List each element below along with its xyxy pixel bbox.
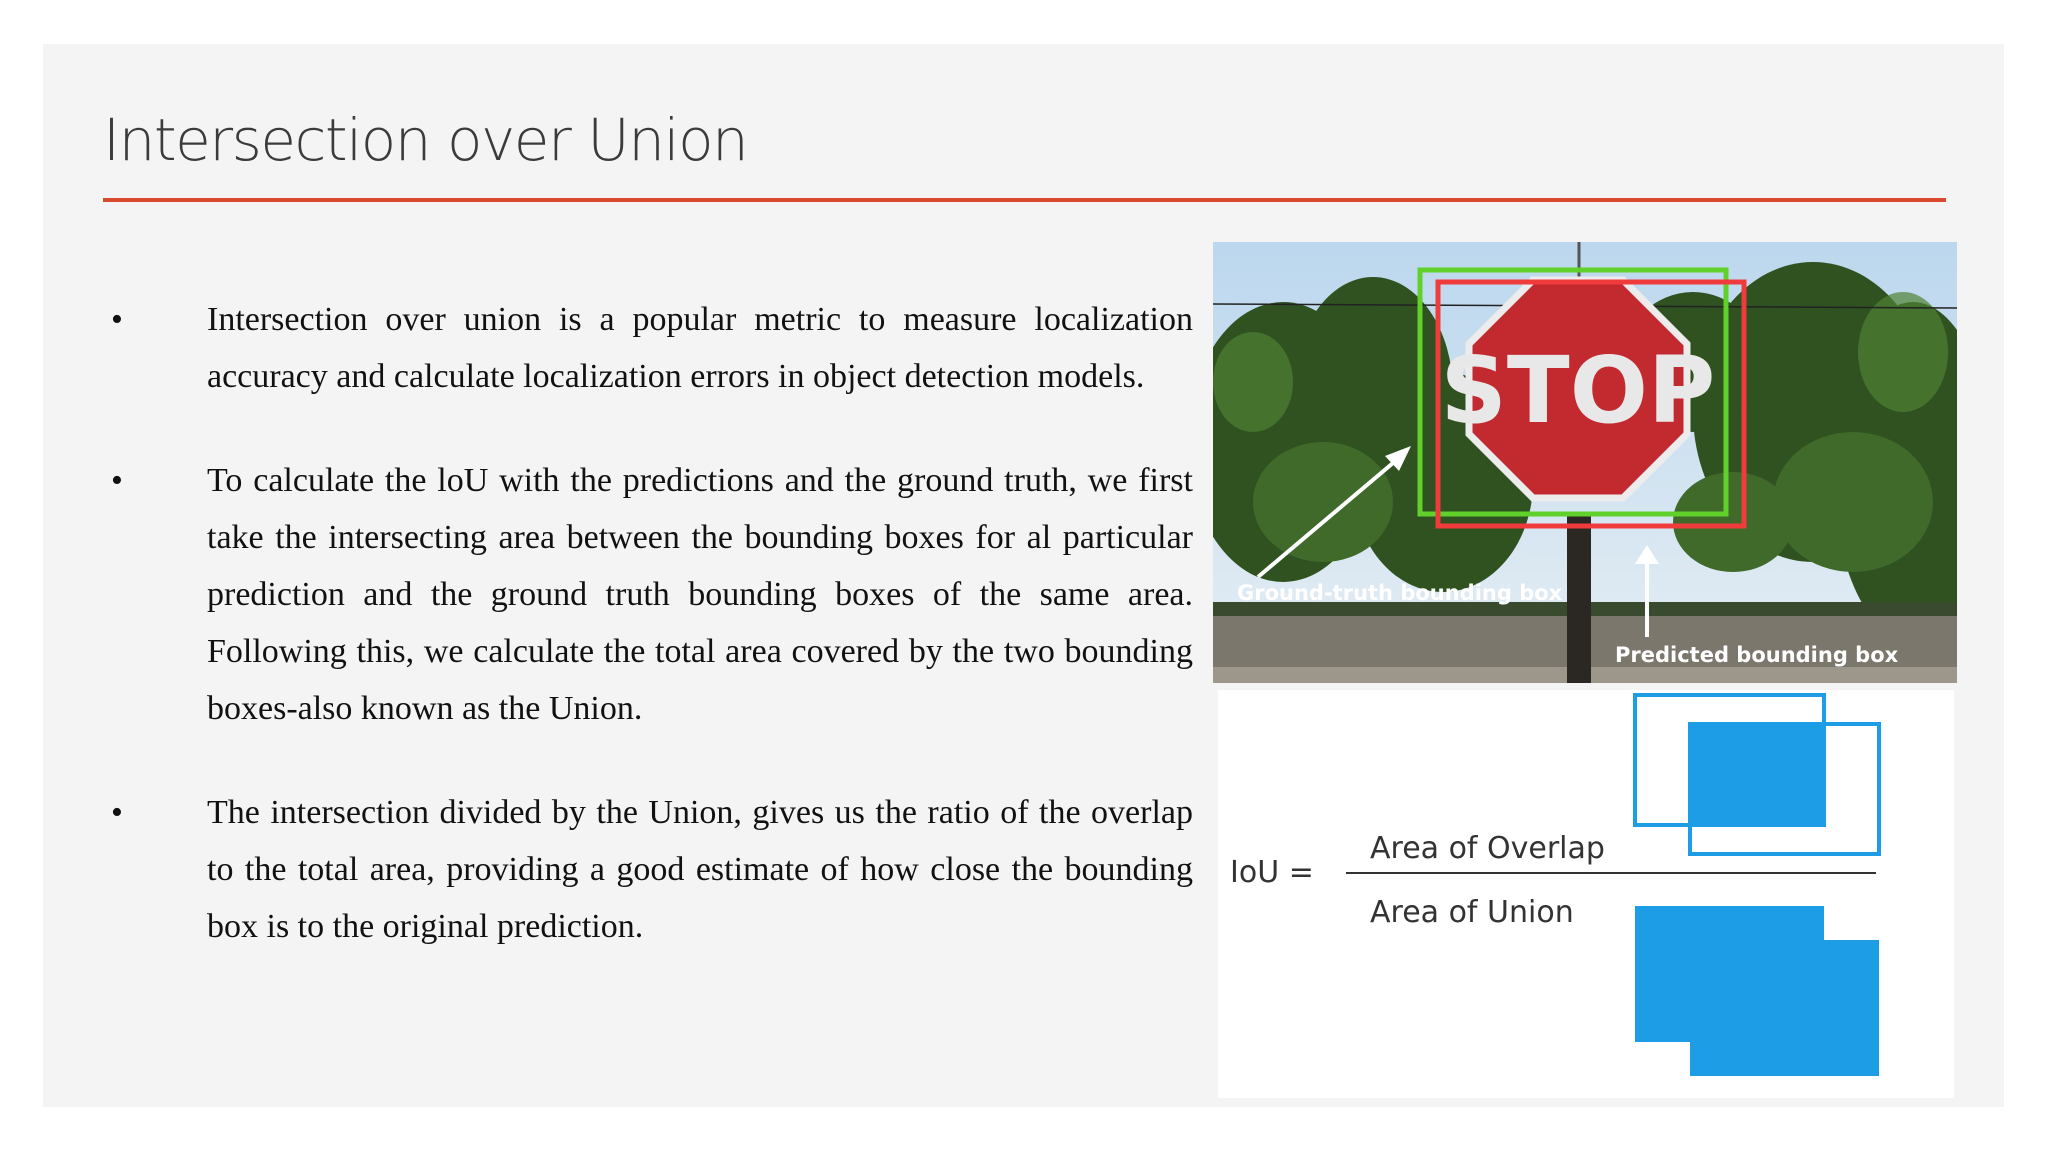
title-underline bbox=[103, 198, 1946, 202]
numerator-label: Area of Overlap bbox=[1370, 831, 1605, 866]
bullet-dot: • bbox=[111, 794, 123, 831]
slide-title: Intersection over Union bbox=[103, 106, 748, 174]
denominator-label: Area of Union bbox=[1370, 895, 1574, 930]
stop-sign-photo bbox=[1213, 242, 1957, 683]
slide bbox=[43, 44, 2004, 1107]
bullet-item bbox=[103, 784, 1193, 955]
ground-truth-label: Ground-truth bounding box bbox=[1237, 581, 1563, 605]
bullet-item bbox=[103, 291, 1193, 405]
bullet-text: To calculate the loU with the predictions and the ground truth, we first take the intersecting area between the bounding boxes for al particular prediction and the ground truth bounding boxes of the same area. Following this, we calculate the total area covered by the two bounding boxes-also known as the Union. bbox=[207, 462, 1193, 727]
bullet-dot: • bbox=[111, 462, 123, 499]
sign-text: STOP bbox=[1440, 337, 1716, 444]
bullet-dot: • bbox=[111, 301, 123, 338]
bullet-item bbox=[103, 452, 1193, 737]
iou-equation-figure bbox=[1218, 690, 1954, 1098]
bullet-list bbox=[103, 291, 1193, 1002]
bullet-text: Intersection over union is a popular metric to measure localization accuracy and calculate localization errors in object detection models. bbox=[207, 301, 1193, 395]
bullet-text: The intersection divided by the Union, gives us the ratio of the overlap to the total area, providing a good estimate of how close the bounding box is to the original prediction. bbox=[207, 794, 1193, 945]
predicted-box-label: Predicted bounding box bbox=[1615, 643, 1899, 667]
iou-label: IoU = bbox=[1230, 855, 1314, 890]
